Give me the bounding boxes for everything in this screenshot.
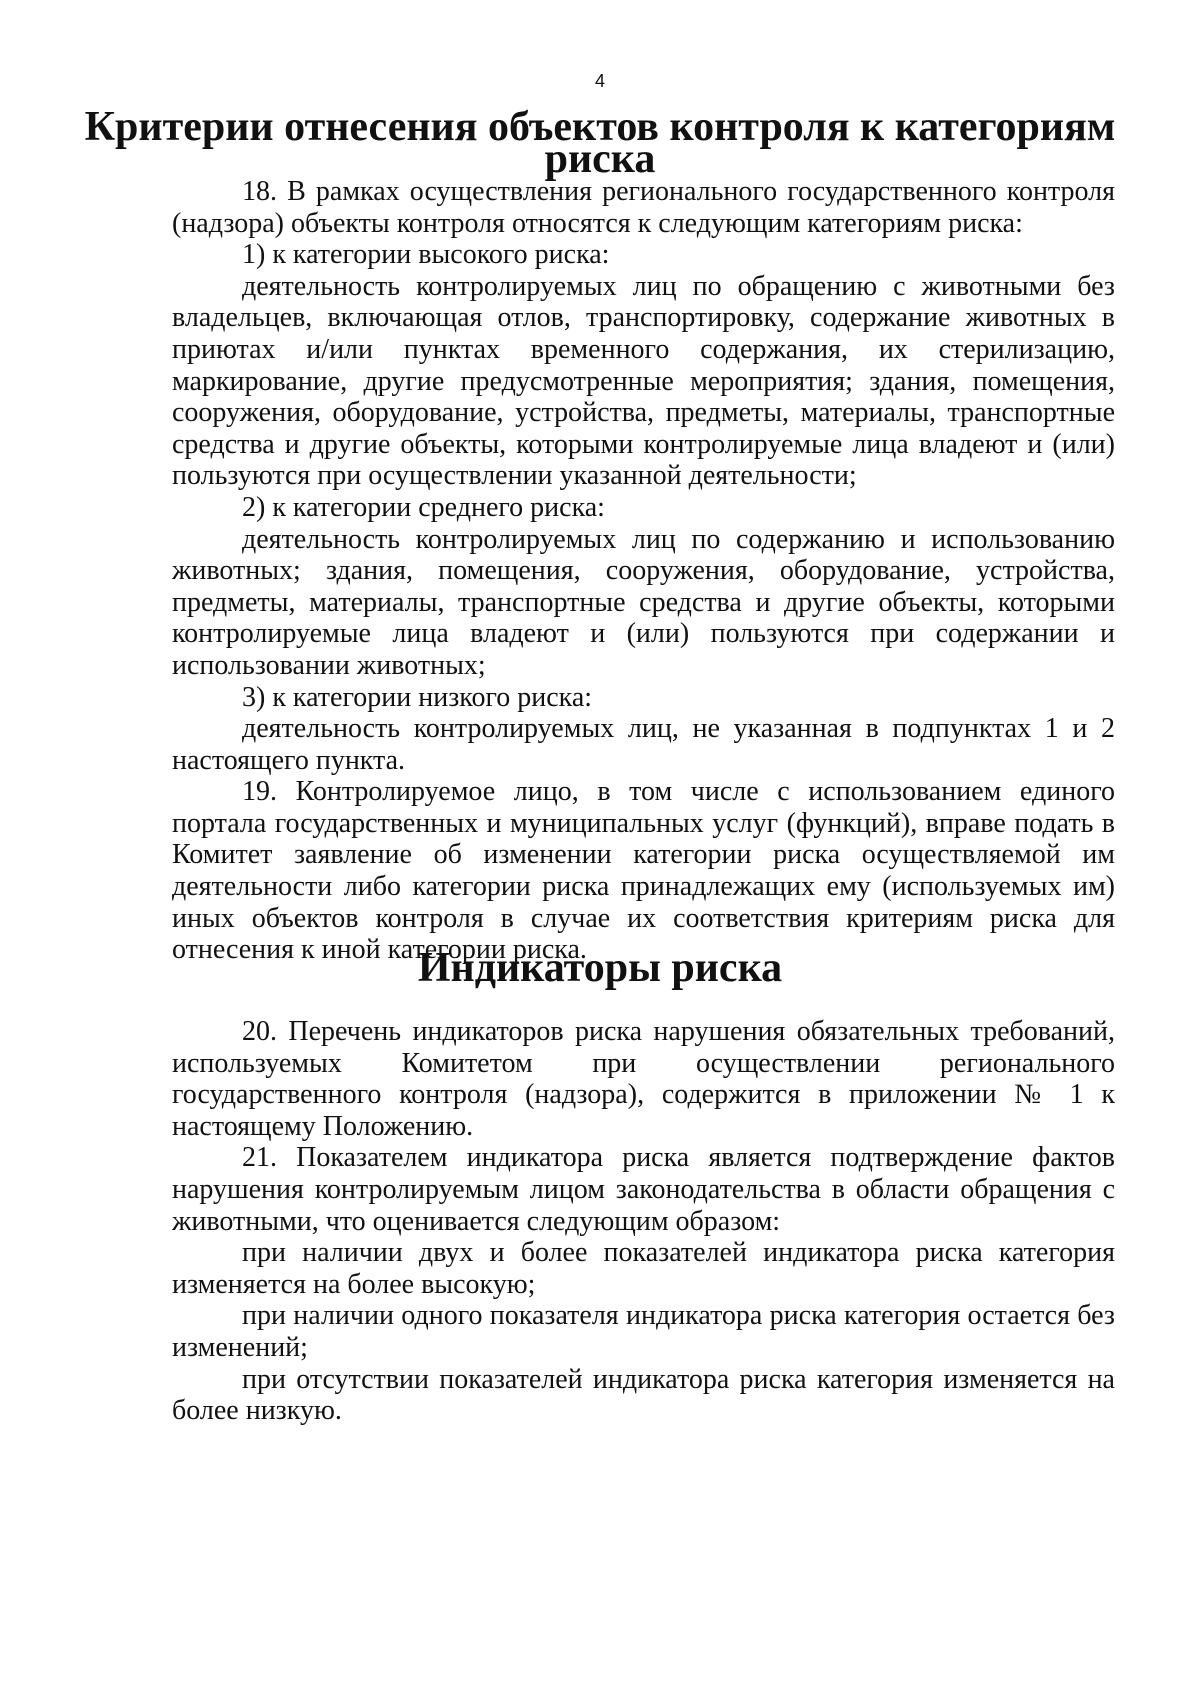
high-risk-description: деятельность контролируемых лиц по обращению с животными без владельцев, включающая отлов, транспортировку, содержание животных в приютах и/или пунктах временного содержания, их стерилизацию, маркирование, другие предусмотренные мероприятия; здания, помещения, сооружения, оборудование, устройства, предметы, материалы, транспортные средства и другие объекты, которыми контролируемые лица владеют и (или) пользуются при осуществлении указанной деятельности; bbox=[172, 270, 1115, 492]
paragraph-21: 21. Показателем индикатора риска является подтверждение фактов нарушения контролируемым лицом законодательства в области обращения с животными, что оценивается следующим образом: bbox=[172, 1142, 1115, 1237]
high-risk-heading: 1) к категории высокого риска: bbox=[242, 239, 610, 271]
indicator-rule-lower: при отсутствии показателей индикатора риска категория изменяется на более низкую. bbox=[172, 1363, 1115, 1427]
low-risk-description: деятельность контролируемых лиц, не указанная в подпунктах 1 и 2 настоящего пункта. bbox=[172, 713, 1115, 776]
section-title-risk-criteria: Критерии отнесения объектов контроля к категориям риска bbox=[84, 104, 1116, 182]
medium-risk-description: деятельность контролируемых лиц по содержанию и использованию животных; здания, помещения, сооружения, оборудование, устройства, предметы, материалы, транспортные средства и другие объекты, которыми контролируемые лица владеют и (или) пользуются при содержании и использовании животных; bbox=[172, 523, 1115, 681]
indicator-rule-keep: при наличии одного показателя индикатора риска категория остается без изменений; bbox=[172, 1300, 1115, 1363]
paragraph-20: 20. Перечень индикаторов риска нарушения обязательных требований, используемых Комитетом при осуществлении регионального государственного контроля (надзора), содержится в приложении № 1 к настоящему Положению. bbox=[172, 1016, 1115, 1142]
section-title-risk-indicators: Индикаторы риска bbox=[417, 945, 783, 991]
page-number: 4 bbox=[594, 71, 605, 91]
paragraph-19: 19. Контролируемое лицо, в том числе с использованием единого портала государственных и муниципальных услуг (функций), вправе подать в Комитет заявление об изменении категории риска осуществляемой им деятельности либо категории риска принадлежащих ему (используемых им) иных объектов контроля в случае их соответствия критериям риска для отнесения к иной категории риска. bbox=[172, 776, 1115, 966]
indicator-rule-raise: при наличии двух и более показателей индикатора риска категория изменяется на более высокую; bbox=[172, 1237, 1115, 1300]
risk-indicators-section bbox=[172, 1016, 1115, 1427]
medium-risk-heading: 2) к категории среднего риска: bbox=[242, 491, 605, 523]
low-risk-heading: 3) к категории низкого риска: bbox=[242, 681, 593, 713]
paragraph-18: 18. В рамках осуществления регионального государственного контроля (надзора) объекты контроля относятся к следующим категориям риска: bbox=[172, 176, 1115, 239]
risk-criteria-section bbox=[172, 176, 1115, 966]
